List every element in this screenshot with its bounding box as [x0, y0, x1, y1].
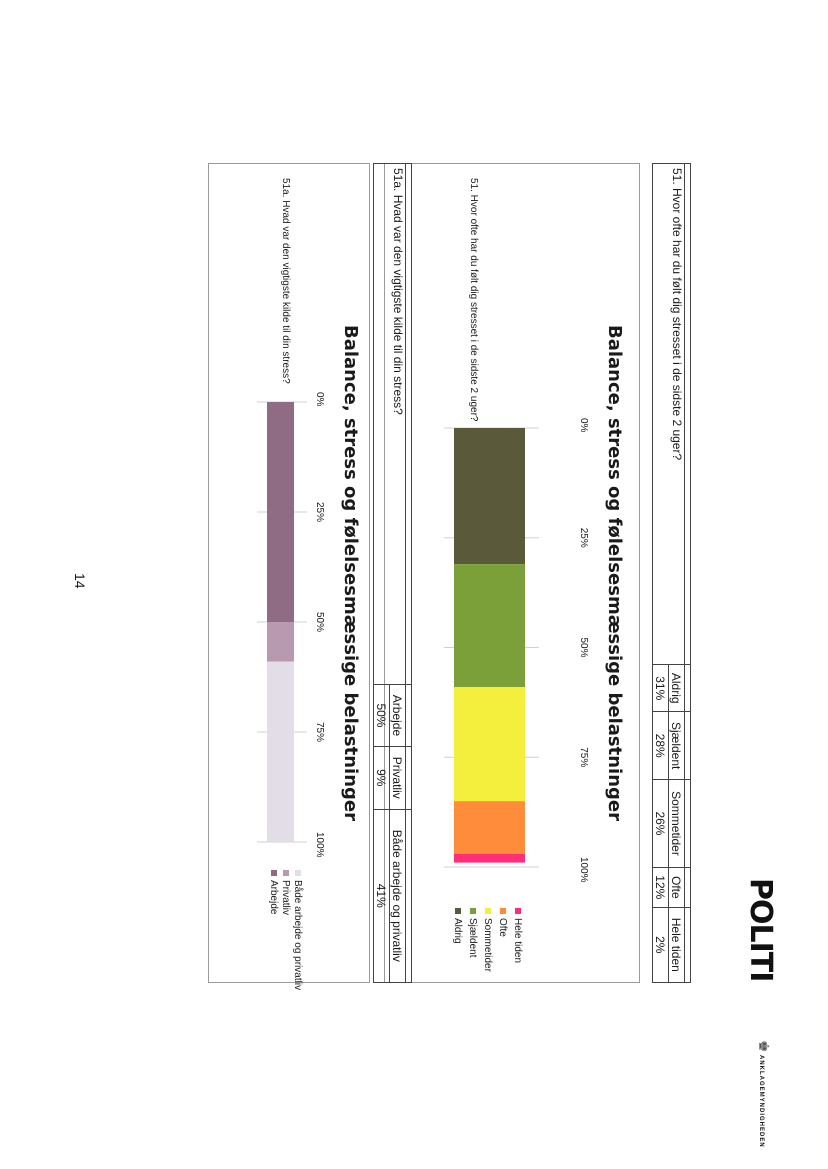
legend-swatch [470, 908, 476, 914]
politi-logo: POLITI [743, 878, 778, 982]
table-header: Privatliv [390, 746, 406, 809]
chart-title: Balance, stress og følelsesmæssige belastninger [340, 324, 361, 822]
bar-segment-sjældent [454, 564, 525, 687]
bar-segment-hele-tiden [454, 854, 525, 863]
legend-label: Arbejde [268, 880, 279, 915]
legend-label: Privatliv [280, 880, 291, 916]
legend-item [497, 908, 508, 937]
table-cell: 26% [653, 779, 669, 867]
legend-label: Ofte [497, 918, 508, 937]
table-cell: 31% [653, 665, 669, 712]
legend-label: Hele tiden [512, 918, 523, 964]
table-header: Hele tiden [669, 907, 685, 982]
table-header: Både arbejde og privatliv [390, 809, 406, 982]
legend-item [467, 908, 478, 957]
legend-label: Aldrig [452, 918, 463, 944]
logo-subtitle: ANKLAGEMYNDIGHEDEN [758, 1055, 764, 1148]
table-header: Arbejde [390, 685, 406, 747]
page-number: 14 [72, 573, 88, 589]
x-tick-label: 25% [578, 527, 589, 548]
bar-segment-ofte [454, 801, 525, 854]
table-header: Sjældent [669, 712, 685, 779]
bar-segment-sommetider [454, 687, 525, 801]
bar-segment-aldrig [454, 428, 525, 564]
crown-icon: ♚ [756, 1040, 772, 1053]
bar-segment-både-arbejde-og-privatliv [267, 662, 294, 842]
legend-item [280, 870, 291, 915]
x-tick-label: 50% [314, 612, 325, 633]
legend-label: Sjældent [467, 918, 478, 958]
chart-title: Balance, stress og følelsesmæssige belastninger [604, 324, 625, 822]
table-header: Ofte [669, 868, 685, 908]
legend-swatch [500, 908, 506, 914]
table-cell: 50% [374, 685, 390, 747]
table-cell: 2% [653, 907, 669, 982]
x-tick-label: 75% [314, 722, 325, 743]
legend-swatch [283, 870, 289, 876]
legend-item [292, 870, 303, 990]
legend-swatch [515, 908, 521, 914]
chart-plot [209, 164, 369, 982]
legend-swatch [271, 870, 277, 876]
table-cell: 28% [653, 712, 669, 779]
bar-segment-arbejde [267, 402, 294, 622]
stress-frequency-table [652, 163, 691, 983]
stress-source-chart [208, 163, 370, 991]
x-tick-label: 0% [314, 392, 325, 407]
legend-item [512, 908, 523, 963]
legend-label: Både arbejde og privatliv [292, 880, 303, 991]
chart-plot [385, 164, 639, 982]
table-question: 51. Hvor ofte har du følt dig stresset i de sidste 2 uger? [653, 164, 685, 665]
legend-item [268, 870, 279, 914]
legend-swatch [295, 870, 301, 876]
x-tick-label: 50% [578, 637, 589, 658]
table-question: 51a. Hvad var den vigtigste kilde til din stress? [374, 164, 406, 685]
stress-source-table [373, 163, 412, 983]
legend-swatch [485, 908, 491, 914]
legend-item [452, 908, 463, 944]
stress-frequency-chart [384, 163, 640, 983]
x-tick-label: 100% [578, 857, 589, 883]
x-tick-label: 100% [314, 832, 325, 858]
legend-swatch [455, 908, 461, 914]
x-tick-label: 0% [578, 418, 589, 433]
legend-label: Sommetider [482, 918, 493, 972]
table-cell: 41% [374, 809, 390, 982]
table-header: Aldrig [669, 665, 685, 712]
table-cell: 12% [653, 868, 669, 908]
chart-category-label: 51a. Hvad var den vigtigste kilde til din stress? [280, 178, 291, 384]
bar-segment-privatliv [267, 622, 294, 662]
x-tick-label: 75% [578, 747, 589, 768]
chart-category-label: 51. Hvor ofte har du følt dig stresset i de sidste 2 uger? [468, 178, 479, 422]
x-tick-label: 25% [314, 502, 325, 523]
table-header: Sommetider [669, 779, 685, 867]
legend-item [482, 908, 493, 972]
table-cell: 9% [374, 746, 390, 809]
